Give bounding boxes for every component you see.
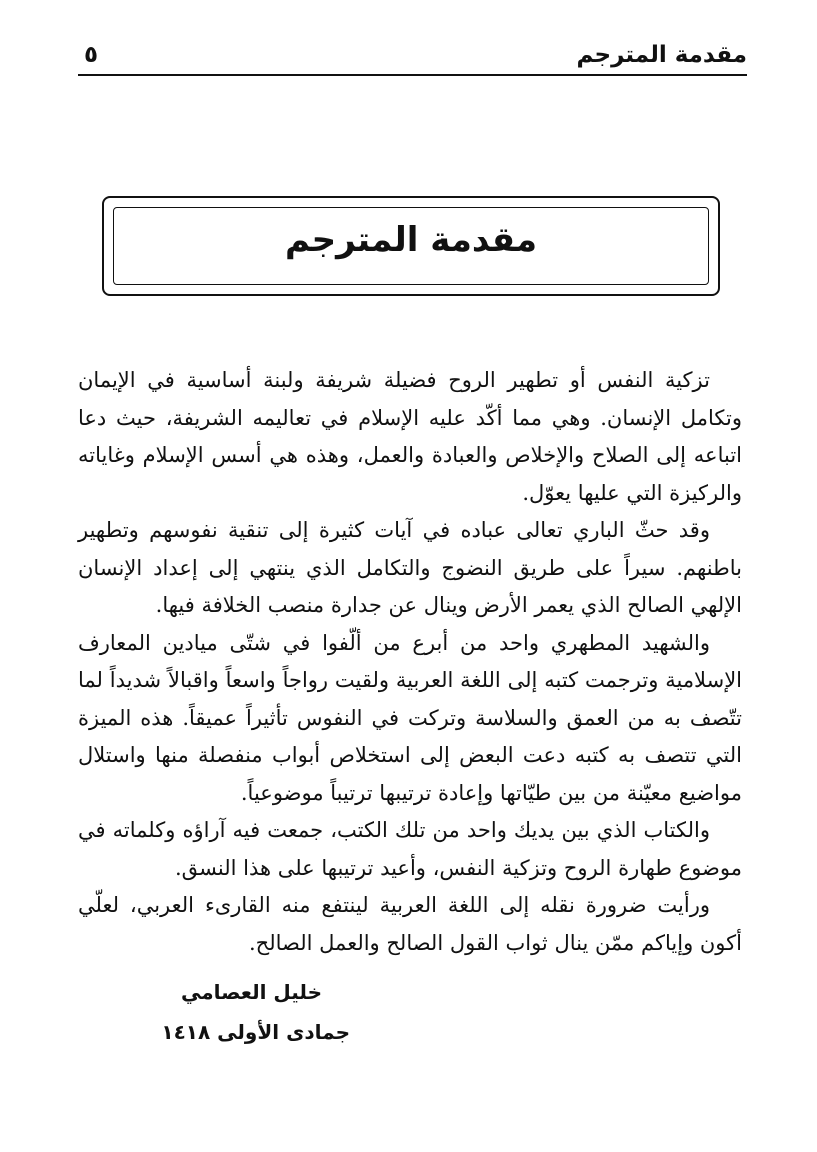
header-rule bbox=[78, 74, 747, 76]
body-text bbox=[78, 362, 742, 962]
paragraph-1: تزكية النفس أو تطهير الروح فضيلة شريفة ولبنة أساسية في الإيمان وتكامل الإنسان. وهي مما أكّد عليه الإسلام في تعاليمه الشريفة، حيث دعا اتباعه إلى الصلاح والإخلاص والعبادة والعمل، وهذه هي أسس الإسلام وغاياته والركيزة التي عليها يعوّل. bbox=[78, 368, 742, 505]
signature-block bbox=[150, 972, 350, 1052]
signature-date: جمادى الأولى ١٤١٨ bbox=[161, 1020, 350, 1044]
running-title: مقدمة المترجم bbox=[576, 42, 747, 68]
paragraph-3: والشهيد المطهري واحد من أبرع من ألّفوا في شتّى ميادين المعارف الإسلامية وترجمت كتبه إلى اللغة العربية ولقيت رواجاً واسعاً واقبالاً شديداً لما تتّصف به من العمق والسلاسة وتركت في النفوس تأثيراً عميقاً. هذه الميزة التي تتصف به كتبه دعت البعض إلى استخلاص أبواب منفصلة منها واستلال مواضيع معيّنة من بين طيّاتها وإعادة ترتيبها ترتيباً موضوعياً. bbox=[78, 630, 742, 805]
paragraph-2: وقد حثّ الباري تعالى عباده في آيات كثيرة إلى تنقية نفوسهم وتطهير باطنهم. سيراً على طريق النضوج والتكامل الذي ينتهي إلى إعداد الإنسان الإلهي الصالح الذي يعمر الأرض وينال عن جدارة منصب الخلافة فيها. bbox=[78, 518, 742, 617]
chapter-title: مقدمة المترجم bbox=[284, 220, 538, 260]
title-frame bbox=[102, 196, 720, 296]
running-header bbox=[78, 28, 747, 76]
paragraph-5: ورأيت ضرورة نقله إلى اللغة العربية لينتفع منه القارىء العربي، لعلّي أكون وإياكم ممّن ينال ثواب القول الصالح والعمل الصالح. bbox=[78, 893, 742, 955]
translator-name: خليل العصامي bbox=[180, 980, 322, 1004]
paragraph-4: والكتاب الذي بين يديك واحد من تلك الكتب، جمعت فيه آراؤه وكلماته في موضوع طهارة الروح وتزكية النفس، وأعيد ترتيبها على هذا النسق. bbox=[78, 818, 742, 880]
page-number: ٥ bbox=[84, 42, 99, 68]
